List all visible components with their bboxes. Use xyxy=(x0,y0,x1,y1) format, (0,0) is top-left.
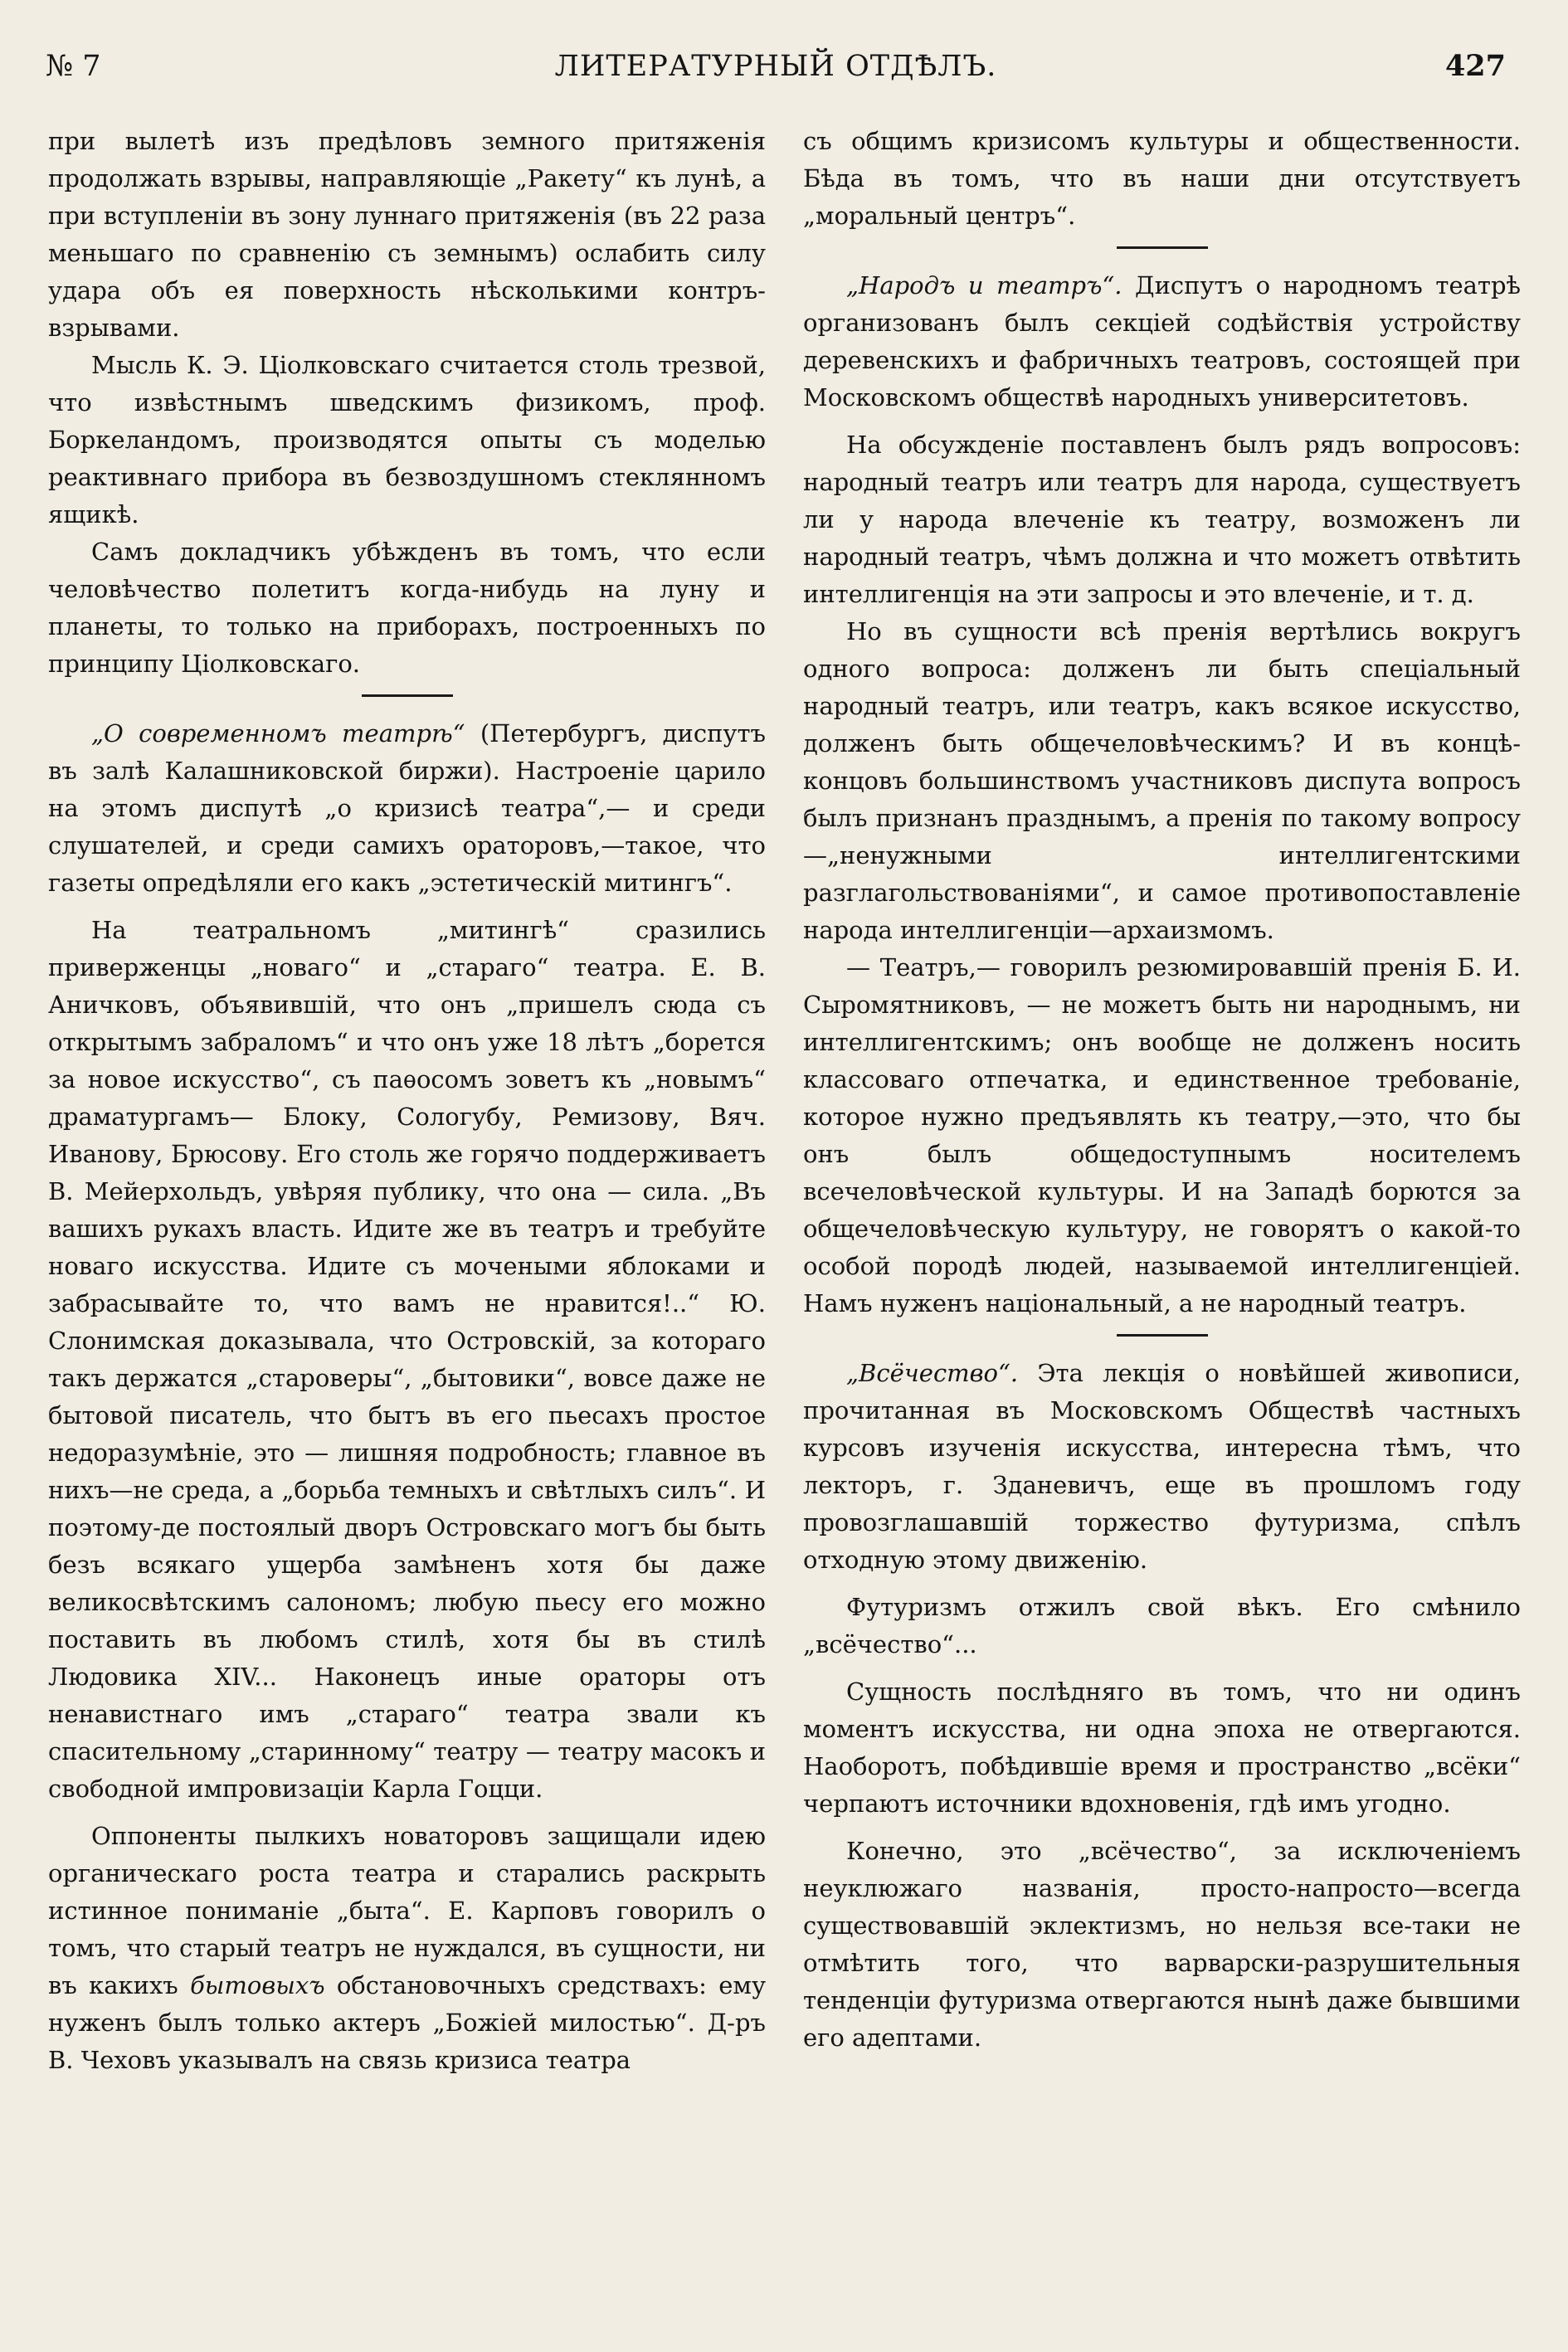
paragraph: На обсужденіе поставленъ былъ рядъ вопросовъ: народный театръ или театръ для народа, существуетъ ли у народа влеченіе къ театру, возможенъ ли народный театръ, чѣмъ должна и что можетъ отвѣтить интеллигенція на эти запросы и это влеченіе, и т. д. xyxy=(803,431,1521,608)
paragraph: Но въ сущности всѣ пренія вертѣлись вокругъ одного вопроса: долженъ ли быть спеціальный народный театръ, или театръ, какъ всякое искусство, долженъ быть общечеловѣческимъ? И въ концѣ-концовъ большинствомъ участниковъ диспута вопросъ былъ признанъ празднымъ, а пренія по такому вопросу—„ненужными интеллигентскими разглагольствованіями“, и самое противопоставленіе народа интеллигенціи—архаизмомъ. xyxy=(803,617,1521,944)
paragraph-text: обстановочныхъ средствахъ: ему нуженъ былъ только актеръ „Божіей милостью“. Д-ръ В. Чеховъ указывалъ на связь кризиса театра xyxy=(48,1971,766,2074)
paragraph xyxy=(803,1355,1521,1579)
issue-number: № 7 xyxy=(46,50,101,83)
paragraph xyxy=(803,267,1521,416)
paragraph: На театральномъ „митингѣ“ сразились приверженцы „новаго“ и „стараго“ театра. Е. В. Аничковъ, объявившій, что онъ „пришелъ сюда съ открытымъ забраломъ“ и что онъ уже 18 лѣтъ „борется за новое искусство“, съ паѳосомъ зоветъ къ „новымъ“ драматургамъ— Блоку, Сологубу, Ремизову, Вяч. Иванову, Брюсову. Его столь же горячо поддерживаетъ В. Мейерхольдъ, увѣряя публику, что она — сила. „Въ вашихъ рукахъ власть. Идите же въ театръ и требуйте новаго искусства. Идите съ мочеными яблоками и забрасывайте то, что вамъ не нравится!..“ Ю. Слонимская доказывала, что Островскій, за котораго такъ держатся „староверы“, „бытовики“, вовсе даже не бытовой писатель, что бытъ въ его пьесахъ простое недоразумѣніе, это — лишняя подробность; главное въ нихъ—не среда, а „борьба темныхъ и свѣтлыхъ силъ“. И поэтому-де постоялый дворъ Островскаго могъ бы быть безъ всякаго ущерба замѣненъ хотя бы даже великосвѣтскимъ салономъ; любую пьесу его можно поставить въ любомъ стилѣ, хотя бы въ стилѣ Людовика XIV... Наконецъ иные ораторы отъ ненавистнаго имъ „стараго“ театра звали къ спасительному „старинному“ театру — театру масокъ и свободной импровизаціи Карла Гоцци. xyxy=(48,916,766,1803)
paragraph-text: (Петербургъ, диспутъ въ залѣ Калашниковской биржи). Настроеніе царило на этомъ диспутѣ „о кризисѣ театра“,— и среди слушателей, и среди самихъ ораторовъ,—такое, что газеты опредѣляли его какъ „эстетическій митингъ“. xyxy=(48,719,766,897)
page-number: 427 xyxy=(1444,49,1506,83)
left-column xyxy=(48,123,766,2330)
section-divider xyxy=(1117,1334,1208,1337)
section-title: ЛИТЕРАТУРНЫЙ ОТДѢЛЪ. xyxy=(554,50,997,83)
paragraph: при вылетѣ изъ предѣловъ земного притяженія продолжать взрывы, направляющіе „Ракету“ къ лунѣ, а при вступленіи въ зону луннаго притяженія (въ 22 раза меньшаго по сравненію съ земнымъ) ослабить силу удара объ ея поверхность нѣсколькими контръ-взрывами. xyxy=(48,127,766,342)
section-divider xyxy=(1117,246,1208,249)
paragraph: Мысль К. Э. Ціолковскаго считается столь трезвой, что извѣстнымъ шведскимъ физикомъ, проф. Боркеландомъ, производятся опыты съ моделью реактивнаго прибора въ безвоздушномъ стеклянномъ ящикѣ. xyxy=(48,351,766,528)
paragraph-text: Оппоненты пылкихъ новаторовъ защищали идею органическаго роста театра и старались раскрыть истинное пониманіе „быта“. Е. Карповъ говорилъ о томъ, что старый театръ не нуждался, въ сущности, ни въ какихъ xyxy=(48,1822,766,1999)
paragraph: Самъ докладчикъ убѣжденъ въ томъ, что если человѣчество полетитъ когда-нибудь на луну и планеты, то только на приборахъ, построенныхъ по принципу Ціолковскаго. xyxy=(48,538,766,678)
section-heading: „Народъ и театръ“. xyxy=(846,271,1122,299)
paragraph: Конечно, это „всёчество“, за исключеніемъ неуклюжаго названія, просто-напросто—всегда существовавшій эклектизмъ, но нельзя все-таки не отмѣтить того, что варварски-разрушительныя тенденціи футуризма отвергаются нынѣ даже бывшими его адептами. xyxy=(803,1837,1521,2052)
page-header xyxy=(46,41,1506,91)
italic-word: бытовыхъ xyxy=(190,1971,325,1999)
paragraph: Футуризмъ отжилъ свой вѣкъ. Его смѣнило „всёчество“... xyxy=(803,1593,1521,1658)
paragraph: съ общимъ кризисомъ культуры и общественности. Бѣда въ томъ, что въ наши дни отсутствуетъ „моральный центръ“. xyxy=(803,127,1521,230)
paragraph-text: Диспутъ о народномъ театрѣ организованъ былъ секціей содѣйствія устройству деревенскихъ и фабричныхъ театровъ, состоящей при Московскомъ обществѣ народныхъ университетовъ. xyxy=(803,271,1521,411)
section-divider xyxy=(362,694,453,697)
paragraph xyxy=(48,715,766,902)
paragraph xyxy=(48,1818,766,2079)
paragraph: Сущность послѣдняго въ томъ, что ни одинъ моментъ искусства, ни одна эпоха не отвергаются. Наоборотъ, побѣдившіе время и пространство „всёки“ черпаютъ источники вдохновенія, гдѣ имъ угодно. xyxy=(803,1678,1521,1818)
paragraph-text: Эта лекція о новѣйшей живописи, прочитанная въ Московскомъ Обществѣ частныхъ курсовъ изученія искусства, интересна тѣмъ, что лекторъ, г. Зданевичъ, еще въ прошломъ году провозглашавшій торжество футуризма, спѣлъ отходную этому движенію. xyxy=(803,1359,1521,1574)
section-heading: „Всёчество“. xyxy=(846,1359,1019,1387)
right-column xyxy=(803,123,1521,2330)
section-heading: „О современномъ театрѣ“ xyxy=(91,719,465,747)
paragraph: — Театръ,— говорилъ резюмировавшій пренія Б. И. Сыромятниковъ, — не можетъ быть ни народнымъ, ни интеллигентскимъ; онъ вообще не долженъ носить классоваго отпечатка, и единственное требованіе, которое нужно предъявлять къ театру,—это, что бы онъ былъ общедоступнымъ носителемъ всечеловѣческой культуры. И на Западѣ борются за общечеловѣческую культуру, не говорятъ о какой-то особой породѣ людей, называемой интеллигенціей. Намъ нуженъ національный, а не народный театръ. xyxy=(803,953,1521,1317)
